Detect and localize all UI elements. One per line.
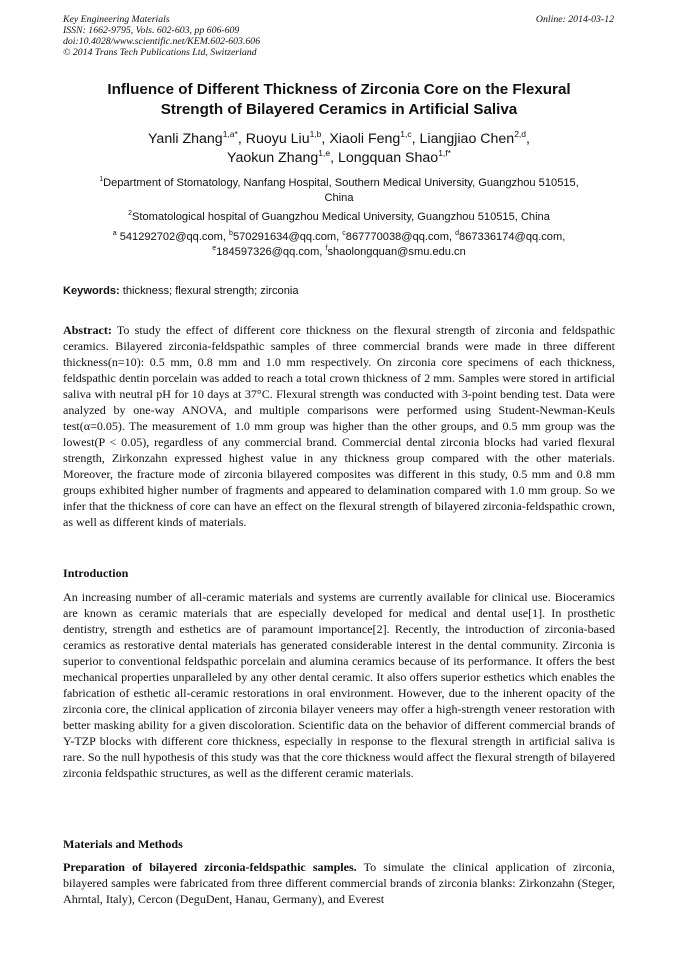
journal-name: Key Engineering Materials xyxy=(63,14,170,25)
subsection-label: Preparation of bilayered zirconia-feldspathic samples. xyxy=(63,860,357,874)
keywords-text: thickness; flexural strength; zirconia xyxy=(119,285,299,297)
author: Liangjiao Chen$^{2,d}$, xyxy=(419,129,530,147)
title-line-2: Strength of Bilayered Ceramics in Artificial Saliva xyxy=(160,101,518,118)
email-list xyxy=(63,230,615,260)
keywords-label: Keywords: xyxy=(63,285,120,297)
doi-line: doi:10.4028/www.scientific.net/KEM.602-603.606 xyxy=(63,36,261,47)
email[interactable]: $^e$184597326@qq.com, xyxy=(212,245,326,258)
abstract-label: Abstract: xyxy=(63,323,112,337)
subsection-text: To simulate the clinical application of zirconia, bilayered samples were fabricated from three different commercial brands of zirconia blanks: Zirkonzahn (Steger, Ahrntal, Italy), Cercon (DeguDent, Hanau, Germany), and Everest xyxy=(63,860,615,906)
email[interactable]: $^f$shaolongquan@smu.edu.cn xyxy=(325,245,466,258)
author-list xyxy=(63,130,615,168)
author: Yanli Zhang$^{1,a*}$, xyxy=(148,129,246,147)
keywords xyxy=(63,284,615,298)
email[interactable]: $^b$570291634@qq.com, xyxy=(229,230,343,243)
materials-methods-heading: Materials and Methods xyxy=(63,837,183,851)
author: Ruoyu Liu$^{1,b}$, xyxy=(245,129,330,147)
author: Xiaoli Feng$^{1,c}$, xyxy=(329,129,420,147)
abstract xyxy=(63,322,615,530)
issn-line: ISSN: 1662-9795, Vols. 602-603, pp 606-609 xyxy=(63,25,240,36)
affiliation-2: $^2$Stomatological hospital of Guangzhou Medical University, Guangzhou 510515, China xyxy=(128,210,550,223)
copyright-line: © 2014 Trans Tech Publications Ltd, Switzerland xyxy=(63,47,257,58)
email[interactable]: $^c$867770038@qq.com, xyxy=(342,230,456,243)
affiliation-1: $^1$Department of Stomatology, Nanfang Hospital, Southern Medical University, Guangzhou 510515, China xyxy=(99,176,579,204)
title-line-1: Influence of Different Thickness of Zirconia Core on the Flexural xyxy=(107,81,571,98)
author: Yaokun Zhang$^{1,e}$, xyxy=(227,148,338,166)
introduction-text: An increasing number of all-ceramic materials and systems are currently available for clinical use. Bioceramics are known as ceramic materials that are especially developed for medical and dental use[1]. In prosthetic dentistry, strength and esthetics are of paramount importance[2]. Recently, the introduction of zirconia-based ceramics as restorative dental materials has generated considerable interest in the dental community. Zirconia is superior to conventional feldspathic porcelain and alumina ceramics because of its performance. It offers the best mechanical properties unparalleled by any other dental ceramic. It also offers superior esthetics which enables the fabrication of esthetic all-ceramic restorations in oral environment. However, due to the inherent opacity of the zirconia core, the clinical application of zirconia bilayer veneers may offer a high-strength veneer restoration with better masking ability for a given discoloration. Scientific data on the behavior of different commercial brands of Y-TZP blocks with different core thickness, especially in response to the flexural strength in artificial saliva is rare. So the null hypothesis of this study was that the core thickness would affect the flexural strength of bilayered zirconia feldspathic structures, as well as the different ceramic materials. xyxy=(63,590,615,780)
materials-methods-text xyxy=(63,859,615,907)
author: Longquan Shao$^{1,f*}$ xyxy=(337,148,451,166)
journal-meta xyxy=(63,14,260,58)
introduction-heading: Introduction xyxy=(63,566,129,580)
online-date: Online: 2014-03-12 xyxy=(535,14,614,25)
abstract-text: To study the effect of different core thickness on the flexural strength of zirconia and feldspathic ceramics. Bilayered zirconia-feldspathic samples of three commercial brands were made in three different thickness(n=10): 0.5 mm, 0.8 mm and 1.0 mm respectively. On zirconia core specimens of each thickness, feldspathic dentin porcelain was added to reach a total crown thickness of 2 mm. Samples were stored in artificial saliva with neutral pH for 10 days at 37°C. Flexural strength was conducted with 3-point bending test. Data were analyzed by one-way ANOVA, and multiple comparisons were performed using Student-Newman-Keuls test(α=0.05). The measurement of 1.0 mm group was higher than the other groups, and 0.5 mm group was the lowest(P < 0.05), regardless of any commercial brand. Commercial dental zirconia blocks had varied flexural strength, Zirkonzahn expressed highest value in any thickness group compared with the other materials. Moreover, the fracture mode of zirconia bilayered composites was different in this study, 0.5 mm and 0.8 mm groups exhibited higher number of fragments and appeared to delamination compared with 1.0 mm group. So we infer that the thickness of core can have an effect on the flexural strength of bilayered zirconia-feldspathic crown, as well as different kinds of materials. xyxy=(63,323,615,529)
email[interactable]: $^d$867336174@qq.com, xyxy=(455,230,566,243)
paper-title xyxy=(63,80,615,120)
email[interactable]: $^a$ 541292702@qq.com, xyxy=(112,230,230,243)
